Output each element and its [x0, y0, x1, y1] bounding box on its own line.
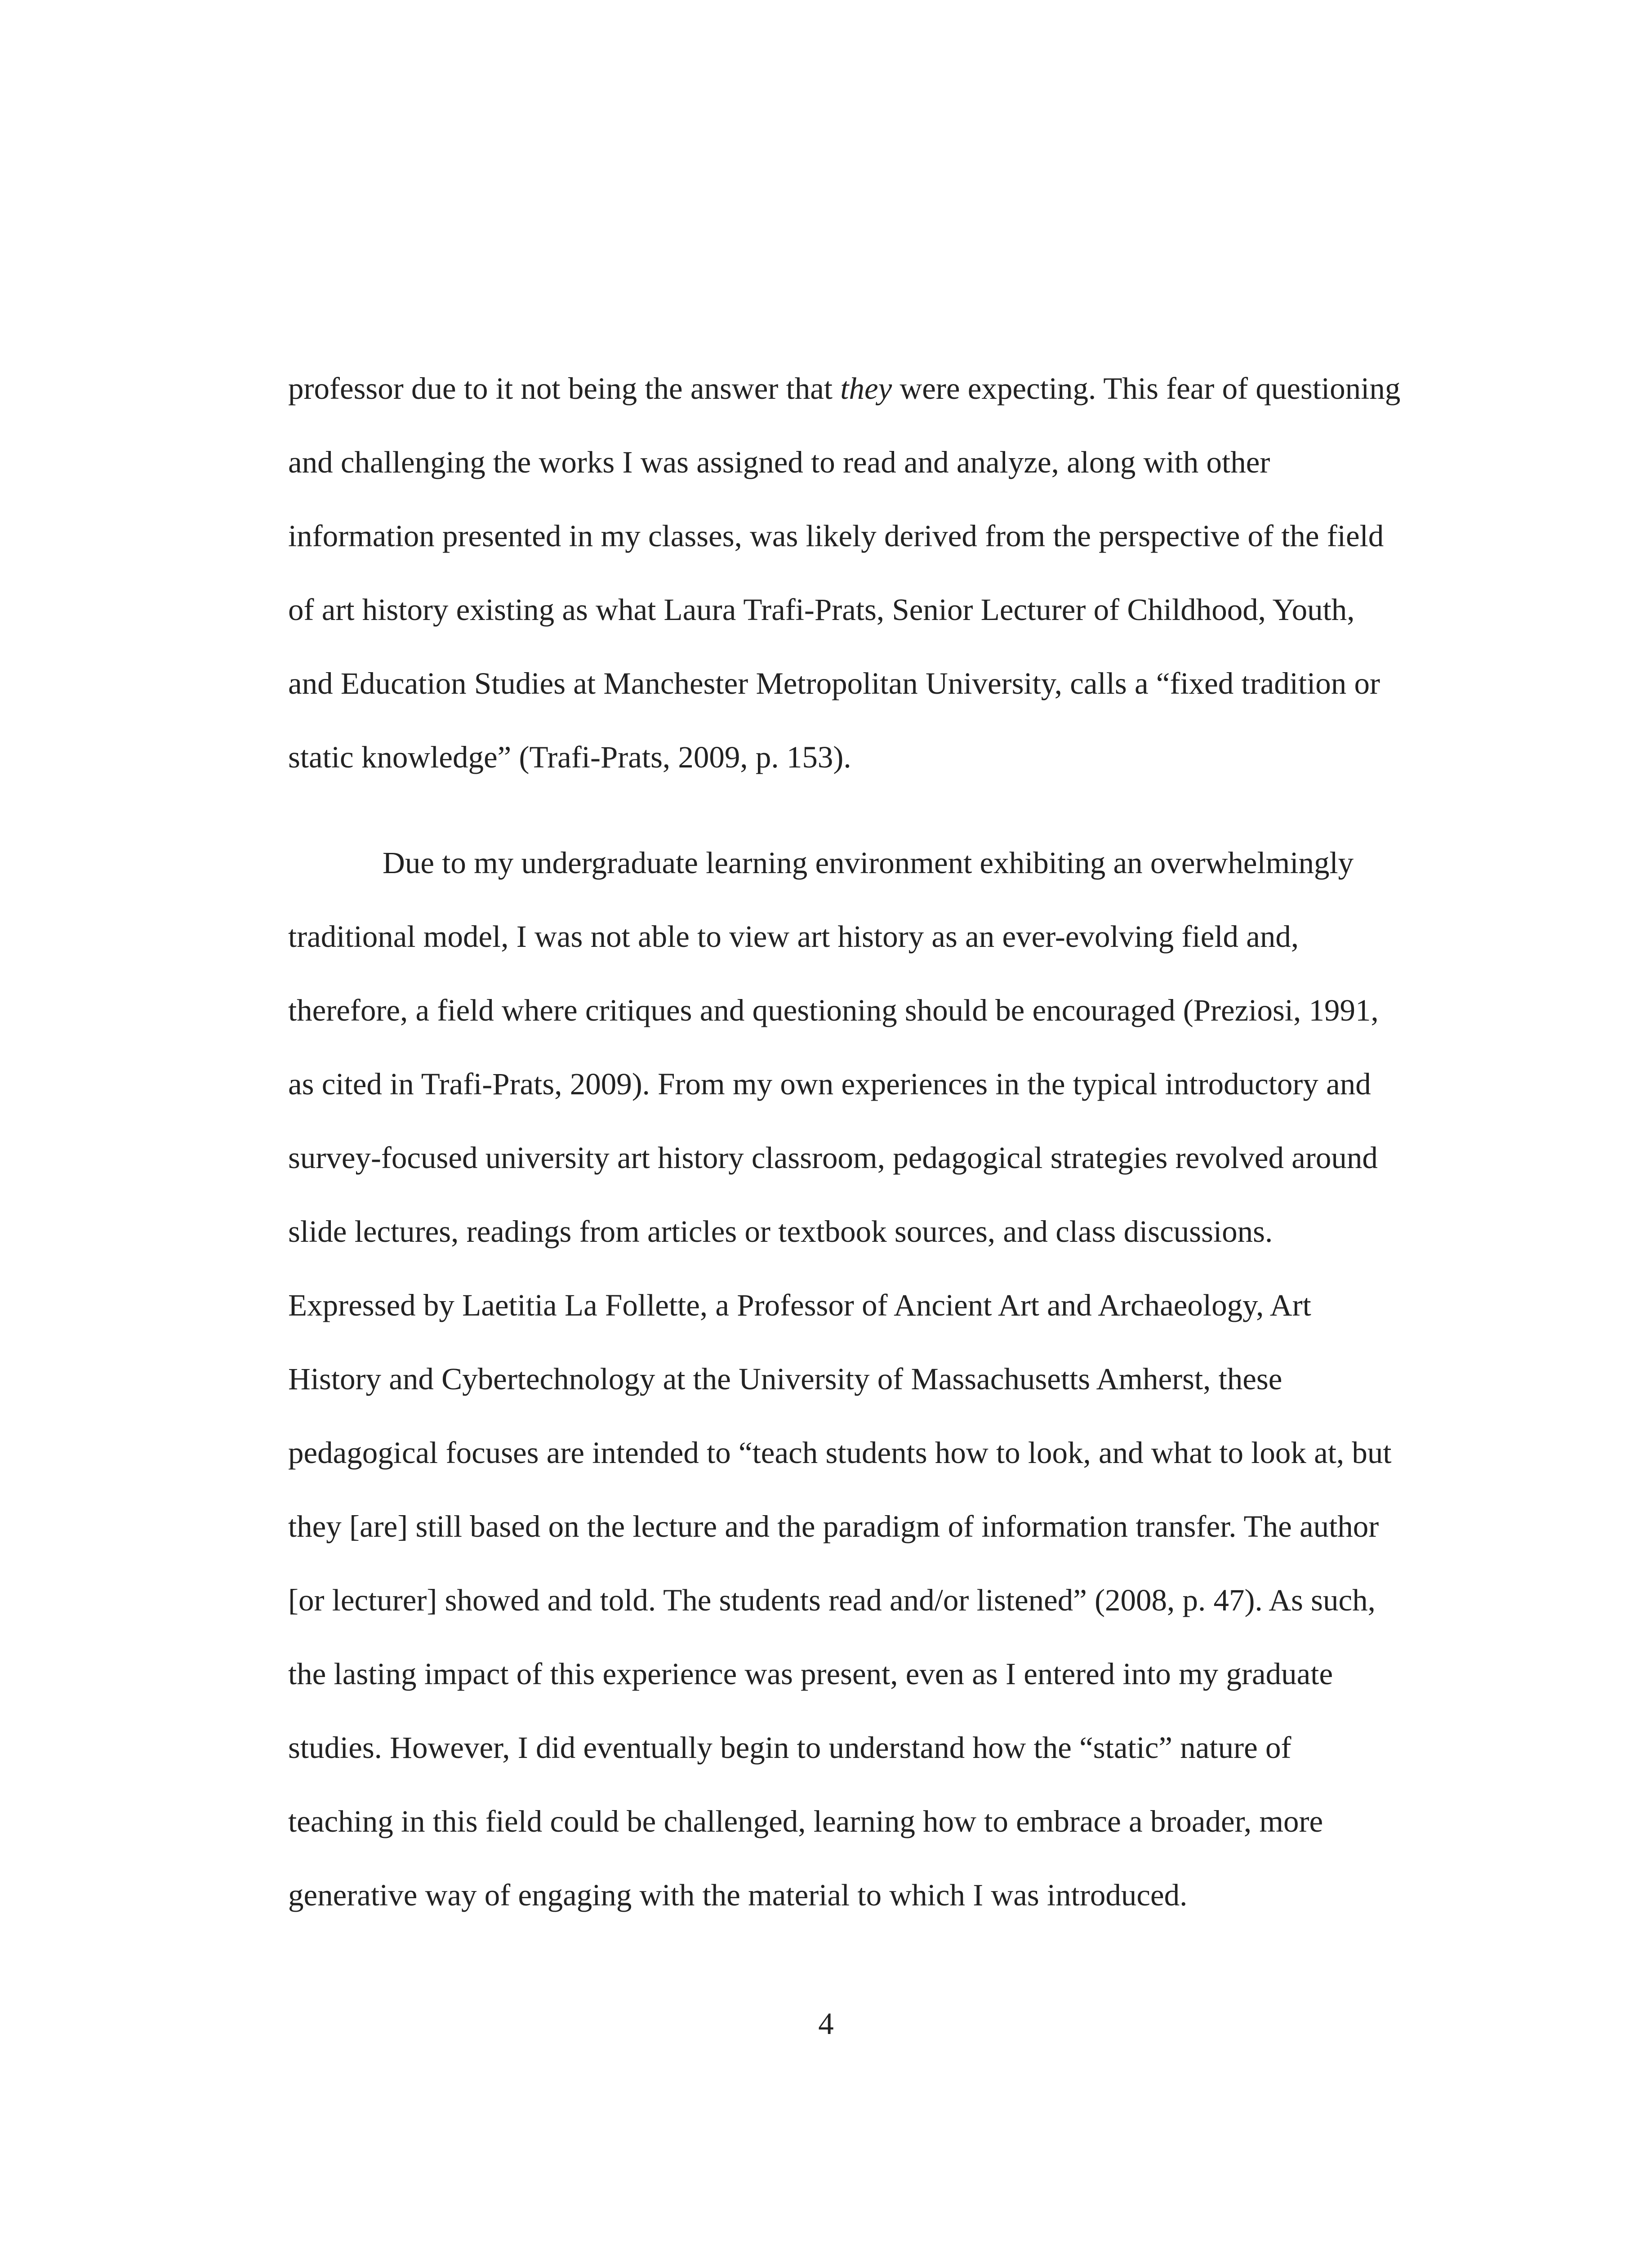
paragraph-line: and challenging the works I was assigned to read and analyze, along with other: [288, 445, 1270, 479]
paragraph-continued: [288, 352, 1439, 794]
paragraph-line: [288, 352, 1439, 425]
paragraph-line: studies. However, I did eventually begin to understand how the “static” nature of: [288, 1731, 1291, 1765]
paragraph-line: of art history existing as what Laura Trafi-Prats, Senior Lecturer of Childhood, Youth,: [288, 593, 1355, 627]
paragraph-line: as cited in Trafi-Prats, 2009). From my own experiences in the typical introductory and: [288, 1067, 1371, 1101]
text-run: were expecting. This fear of questioning: [892, 371, 1401, 406]
paragraph-line: survey-focused university art history classroom, pedagogical strategies revolved around: [288, 1141, 1378, 1175]
paragraph-line: they [are] still based on the lecture and the paradigm of information transfer. The author: [288, 1509, 1379, 1543]
paragraph-line: and Education Studies at Manchester Metropolitan University, calls a “fixed tradition or: [288, 666, 1380, 700]
paragraph-first-line: Due to my undergraduate learning environment exhibiting an overwhelmingly: [383, 846, 1354, 880]
paragraph-line: [or lecturer] showed and told. The students read and/or listened” (2008, p. 47). As such,: [288, 1583, 1376, 1617]
text-run: professor due to it not being the answer that: [288, 371, 841, 406]
paragraph-line: static knowledge” (Trafi-Prats, 2009, p. 153).: [288, 740, 851, 774]
paragraph-line: information presented in my classes, was likely derived from the perspective of the field: [288, 519, 1384, 553]
paragraph-line: Expressed by Laetitia La Follette, a Professor of Ancient Art and Archaeology, Art: [288, 1288, 1311, 1322]
paragraph-line: pedagogical focuses are intended to “teach students how to look, and what to look at, but: [288, 1436, 1392, 1470]
paragraph-body: [288, 826, 1439, 1932]
page-number: 4: [818, 2007, 834, 2041]
paragraph-line: therefore, a field where critiques and questioning should be encouraged (Preziosi, 1991,: [288, 993, 1379, 1027]
paragraph-line: teaching in this field could be challenged, learning how to embrace a broader, more: [288, 1804, 1323, 1838]
paragraph-line: slide lectures, readings from articles or textbook sources, and class discussions.: [288, 1214, 1273, 1249]
paragraph-line: traditional model, I was not able to view art history as an ever-evolving field and,: [288, 919, 1299, 954]
paragraph-line: History and Cybertechnology at the University of Massachusetts Amherst, these: [288, 1362, 1282, 1396]
paragraph-line: generative way of engaging with the material to which I was introduced.: [288, 1878, 1188, 1912]
paragraph-line: the lasting impact of this experience was present, even as I entered into my graduate: [288, 1657, 1333, 1691]
emphasized-word: they: [840, 371, 892, 406]
